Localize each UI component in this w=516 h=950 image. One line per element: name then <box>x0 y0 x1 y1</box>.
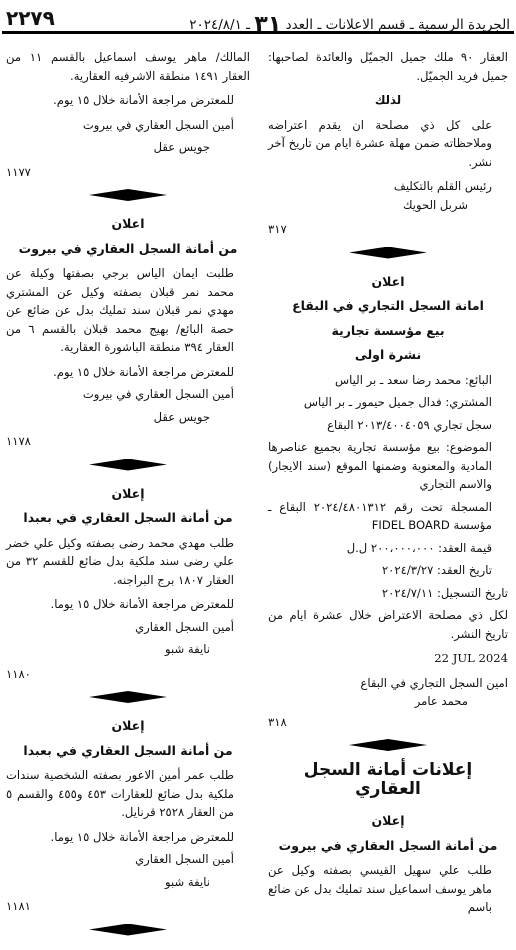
section-title: إعلانات أمانة السجل العقاري <box>303 760 473 799</box>
ad2-label: إعلان <box>111 485 145 501</box>
registered-line: المسجلة تحت رقم ٢٠٢٤/٤٨٠١٣١٢ البقاع ـ مؤسسة FIDEL BOARD <box>268 499 492 532</box>
notice-number-3: ١١٨٠ <box>6 666 31 681</box>
separator-3 <box>6 691 250 703</box>
buyer-line: المشتري: فدال جميل حيمور ـ بر الياس <box>303 395 492 409</box>
ad2-objector: للمعترض مراجعة الأمانة خلال ١٥ يوما. <box>50 597 234 611</box>
sign-title: امين السجل التجاري في البقاع <box>360 675 508 690</box>
right-column <box>268 48 508 923</box>
issue-number: ٣١ <box>254 12 282 37</box>
signer-name: شربل الحويك <box>402 197 468 212</box>
registry-line: سجل تجاري ٢٠١٣/٤٠٠٤٠٥٩ البقاع <box>327 417 492 432</box>
ad1-signer-name: جويس عقل <box>153 409 210 424</box>
separator-2 <box>6 459 250 471</box>
page-number: ٢٢٧٩ <box>6 6 55 30</box>
page-header <box>6 6 510 37</box>
ad-org: امانة السجل التجاري في البقاع <box>292 298 484 313</box>
ad2-signer-title: أمين السجل العقاري <box>135 619 234 634</box>
ad2-label: إعلان <box>371 813 405 828</box>
separator-2 <box>268 739 508 751</box>
ad1-signer-title: أمين السجل العقاري في بيروت <box>82 387 234 401</box>
subject-line: الموضوع: بيع مؤسسة تجارية بجميع عناصرها المادية والمعنوية وضمنها الموقع (سند الايجار) والاسم التجاري <box>268 440 492 491</box>
ad2-org: من أمانة السجل العقاري في بعبدا <box>23 510 233 525</box>
ad3-org: من أمانة السجل العقاري في بعبدا <box>23 742 233 758</box>
ad-subject: بيع مؤسسة تجارية <box>331 322 445 338</box>
notice-number: ١١٧٧ <box>6 164 31 179</box>
separator-diamond <box>89 459 167 471</box>
separator <box>6 189 250 201</box>
ad3-text: طلب عمر أمين الاعور بصفته الشخصية سندات ملكية بدل ضائع للعقارات ٤٥٣ و٤٥٥ والقسم ٥ من العقار ٢٥٢٨ قرنايل. <box>6 768 234 819</box>
separator <box>268 247 508 259</box>
ad3-label: إعلان <box>111 718 145 733</box>
contract-date: تاريخ العقد: ٢٠٢٤/٣/٢٧ <box>381 563 492 577</box>
ad2-org: من أمانة السجل العقاري في بيروت <box>278 837 498 853</box>
ad3-signer-title: أمين السجل العقاري <box>135 852 234 866</box>
lithalik-heading: لذلك <box>374 93 402 107</box>
ad3-objector: للمعترض مراجعة الأمانة خلال ١٥ يوما. <box>50 829 234 844</box>
ad1-org: من أمانة السجل العقاري في بيروت <box>18 240 238 256</box>
issue-date: ـ ٢٠٢٤/٨/١ <box>189 17 251 33</box>
continued-text: العقار ٩٠ ملك جميل الجميّل والعائدة لصاحبها: جميل فريد الجميّل. <box>268 50 508 83</box>
ad1-label: اعلان <box>111 216 145 231</box>
objector-text: للمعترض مراجعة الأمانة خلال ١٥ يوم. <box>53 93 234 107</box>
ad-label: اعلان <box>371 273 405 289</box>
english-date: 22 JUL 2024 <box>434 651 508 665</box>
header-title-prefix: الجريدة الرسمية ـ قسم الاعلانات ـ العدد <box>285 17 510 33</box>
left-column <box>6 48 250 950</box>
ad2-text: طلب مهدي محمد رضى بصفته وكيل علي خضر علي رضى سند ملكية بدل ضائع للقسم ٣٢ من العقار ١٨٠٧ برج البراجنه. <box>6 535 234 587</box>
signer-title: أمين السجل العقاري في بيروت <box>82 117 234 132</box>
ad1-text: طلبت ايمان الياس برجي بصفتها وكيلة عن محمد نمر قبلان بصفته وكيل عن المشتري مهدي نمر قبلان سند تمليك بدل عن ضائع عن حصة البائع/ بهيج محمد قبلان بالقسم ٦ من العقار ٣٩٤ منطقة الباشورة العقارية. <box>6 266 234 354</box>
ad-publication: نشرة اولى <box>354 347 422 362</box>
signer-title: رئيس القلم بالتكليف <box>393 179 492 193</box>
ad1-objector: للمعترض مراجعة الأمانة خلال ١٥ يوم. <box>53 364 234 379</box>
notice-text: على كل ذي مصلحة ان يقدم اعتراضه وملاحظاته ضمن مهلة عشرة ايام من تاريخ آخر نشر. <box>268 117 492 169</box>
signer-name: جويس عقل <box>153 140 210 154</box>
separator-diamond <box>349 247 427 259</box>
notice-number-4: ١١٨١ <box>6 899 31 913</box>
registration-date: تاريخ التسجيل: ٢٠٢٤/٧/١١ <box>381 585 508 600</box>
notice-number: ٣١٧ <box>268 222 287 236</box>
sign-name: محمد عامر <box>414 694 468 708</box>
contract-value: قيمة العقد: ٢٠٠،٠٠٠،٠٠٠ ل.ل <box>346 540 492 555</box>
separator-diamond <box>349 739 427 751</box>
ad3-signer-name: نايفة شبو <box>165 874 210 889</box>
ad2-text: طلب علي سهيل القيسي بصفته وكيل عن ماهر يوسف اسماعيل سند تمليك بدل عن ضائع باسم <box>268 863 492 914</box>
ad2-signer-name: نايفة شبو <box>165 642 210 656</box>
notice-number-2: ٣١٨ <box>268 714 287 729</box>
separator-diamond <box>89 189 167 201</box>
seller-line: البائع: محمد رضا سعد ـ بر الياس <box>334 372 492 387</box>
continued-text: المالك/ ماهر يوسف اسماعيل بالقسم ١١ من العقار ١٤٩١ منطقة الاشرفيه العقارية. <box>6 50 250 83</box>
notice-number-2: ١١٧٨ <box>6 434 31 448</box>
header-rule <box>2 31 514 34</box>
objection-text: لكل ذي مصلحة الاعتراض خلال عشرة ايام من تاريخ النشر. <box>268 608 508 641</box>
separator-diamond <box>89 691 167 703</box>
